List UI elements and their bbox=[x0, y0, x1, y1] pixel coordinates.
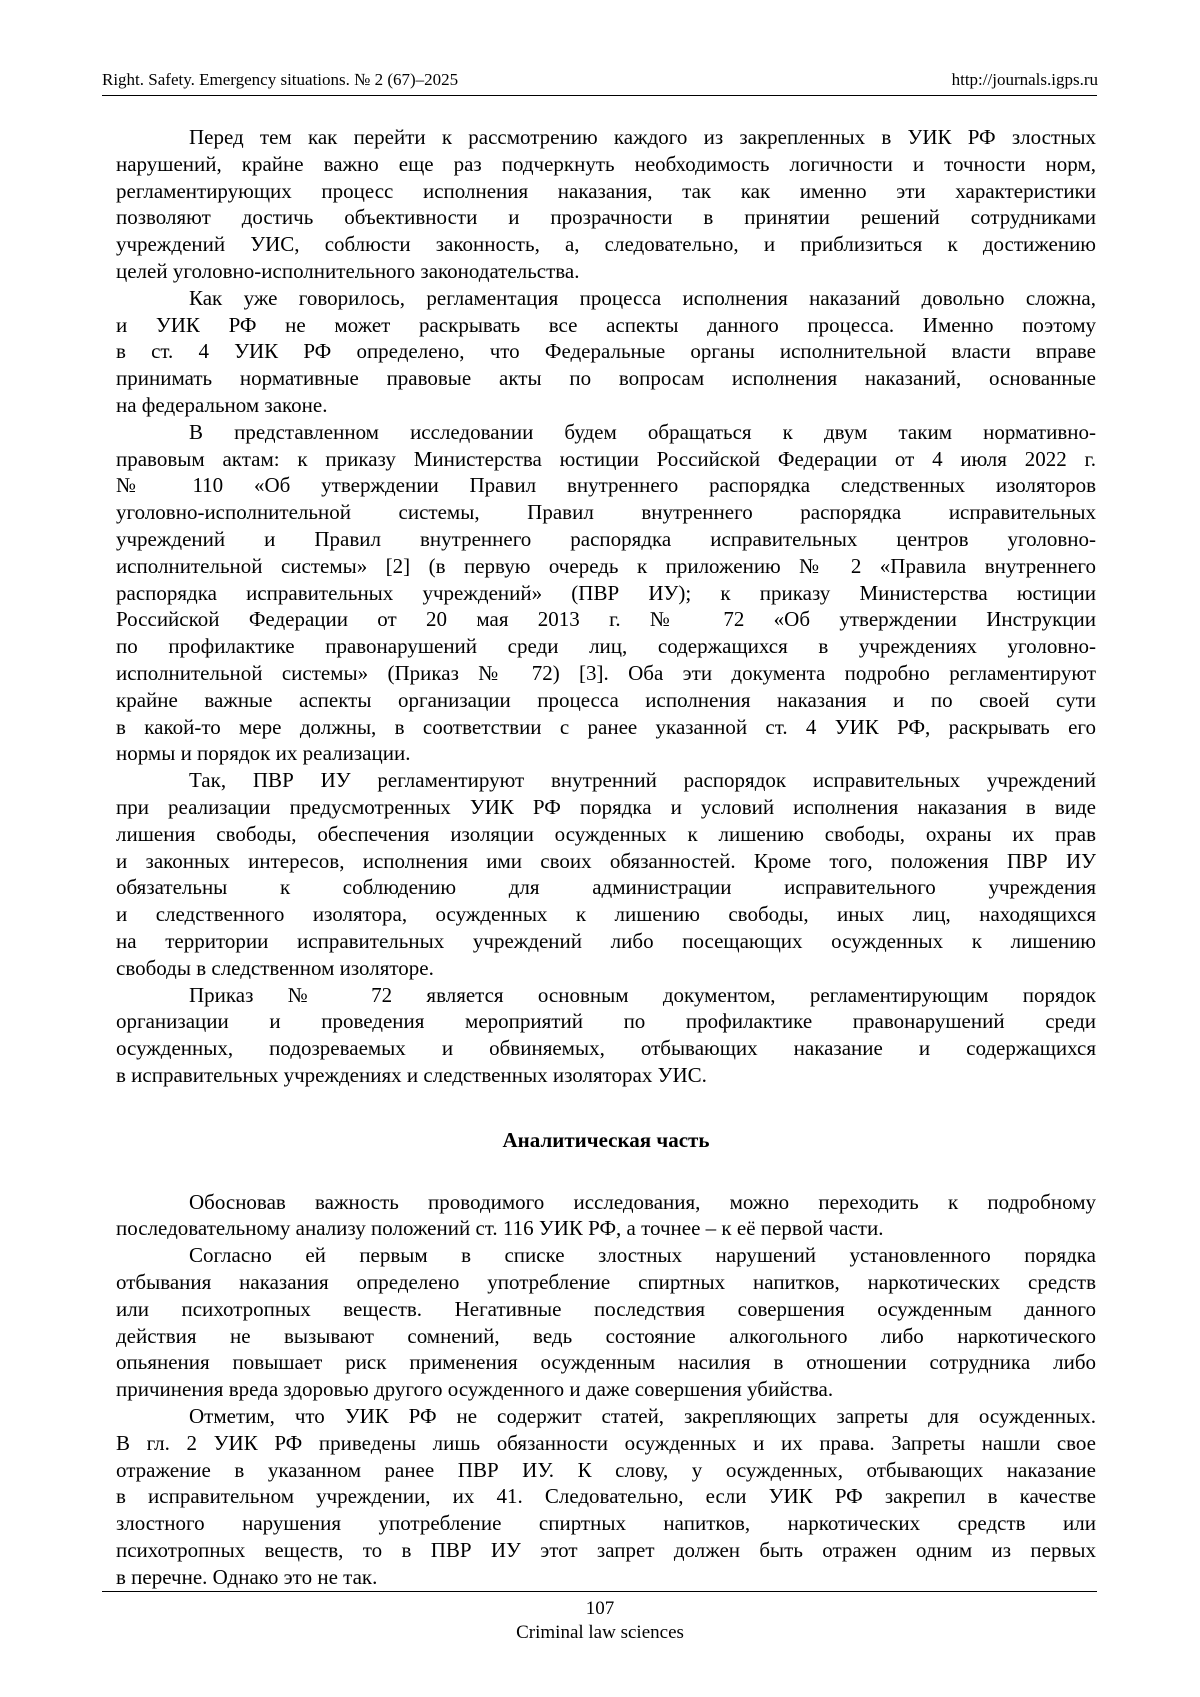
text-line: нормы и порядок их реализации. bbox=[116, 741, 411, 766]
body-paragraphs bbox=[116, 124, 1096, 1089]
text-line: при реализации предусмотренных УИК РФ порядка и условий исполнения наказания в виде bbox=[116, 794, 1096, 819]
header-rule bbox=[102, 95, 1097, 96]
section-paragraphs bbox=[116, 1189, 1096, 1591]
text-line: правовым актам: к приказу Министерства юстиции Российской Федерации от 4 июля 2022 г. bbox=[116, 446, 1096, 471]
page-number: 107 bbox=[585, 1598, 615, 1619]
text-line: В представленном исследовании будем обращаться к двум таким нормативно- bbox=[189, 419, 1096, 444]
text-line: или психотропных веществ. Негативные последствия совершения осужденным данного bbox=[116, 1296, 1096, 1321]
text-line: Согласно ей первым в списке злостных нарушений установленного порядка bbox=[189, 1243, 1096, 1268]
text-line: исполнительной системы» [2] (в первую очередь к приложению № 2 «Правила внутреннего bbox=[116, 553, 1096, 578]
text-line: Приказ № 72 является основным документом, регламентирующим порядок bbox=[189, 982, 1096, 1007]
paragraph bbox=[116, 419, 1096, 767]
paragraph bbox=[116, 124, 1096, 285]
text-line: свободы в следственном изоляторе. bbox=[116, 955, 434, 980]
text-line: и УИК РФ не может раскрывать все аспекты данного процесса. Именно поэтому bbox=[116, 312, 1096, 337]
text-line: последовательному анализу положений ст. 116 УИК РФ, а точнее – к её первой части. bbox=[116, 1216, 884, 1241]
paragraph bbox=[116, 1242, 1096, 1403]
text-line: Обосновав важность проводимого исследования, можно переходить к подробному bbox=[189, 1189, 1096, 1214]
text-line: злостного нарушения употребление спиртных напитков, наркотических средств или bbox=[116, 1511, 1096, 1536]
text-line: Как уже говорилось, регламентация процесса исполнения наказаний довольно сложна, bbox=[189, 285, 1096, 310]
text-line: нарушений, крайне важно еще раз подчеркнуть необходимость логичности и точности норм, bbox=[116, 151, 1096, 176]
text-line: и следственного изолятора, осужденных к лишению свободы, иных лиц, находящихся bbox=[116, 902, 1096, 927]
text-line: принимать нормативные правовые акты по вопросам исполнения наказаний, основанные bbox=[116, 366, 1096, 391]
text-line: В гл. 2 УИК РФ приведены лишь обязанности осужденных и их права. Запреты нашли свое bbox=[116, 1430, 1096, 1455]
text-line: в ст. 4 УИК РФ определено, что Федеральные органы исполнительной власти вправе bbox=[116, 339, 1096, 364]
text-line: действия не вызывают сомнений, ведь состояние алкогольного либо наркотического bbox=[116, 1323, 1096, 1348]
text-line: Российской Федерации от 20 мая 2013 г. № 72 «Об утверждении Инструкции bbox=[116, 607, 1096, 632]
text-line: и законных интересов, исполнения ими своих обязанностей. Кроме того, положения ПВР ИУ bbox=[116, 848, 1096, 873]
text-line: отбывания наказания определено употребление спиртных напитков, наркотических средств bbox=[116, 1270, 1096, 1295]
text-line: учреждений УИС, соблюсти законность, а, следовательно, и приблизиться к достижению bbox=[116, 232, 1096, 257]
paragraph bbox=[116, 1403, 1096, 1591]
text-line: на федеральном законе. bbox=[116, 392, 328, 417]
text-line: организации и проведения мероприятий по профилактике правонарушений среди bbox=[116, 1009, 1096, 1034]
paragraph bbox=[116, 767, 1096, 981]
journal-url-header[interactable]: http://journals.igps.ru bbox=[951, 70, 1098, 89]
text-line: в какой-то мере должны, в соответствии с ранее указанной ст. 4 УИК РФ, раскрывать его bbox=[116, 714, 1096, 739]
text-line: учреждений и Правил внутреннего распорядка исправительных центров уголовно- bbox=[116, 526, 1096, 551]
footer-rule bbox=[102, 1591, 1097, 1592]
text-line: Так, ПВР ИУ регламентируют внутренний распорядок исправительных учреждений bbox=[189, 768, 1096, 793]
text-line: регламентирующих процесс исполнения наказания, так как именно эти характеристики bbox=[116, 178, 1096, 203]
text-line: № 110 «Об утверждении Правил внутреннего распорядка следственных изоляторов bbox=[116, 473, 1096, 498]
paragraph bbox=[116, 1189, 1096, 1243]
text-line: уголовно-исполнительной системы, Правил внутреннего распорядка исправительных bbox=[116, 500, 1096, 525]
text-line: опьянения повышает риск применения осужденным насилия в отношении сотрудника либо bbox=[116, 1350, 1096, 1375]
text-line: в исправительных учреждениях и следственных изоляторах УИС. bbox=[116, 1062, 707, 1087]
text-line: Отметим, что УИК РФ не содержит статей, закрепляющих запреты для осужденных. bbox=[189, 1404, 1096, 1429]
text-line: причинения вреда здоровью другого осужденного и даже совершения убийства. bbox=[116, 1377, 834, 1402]
text-line: позволяют достичь объективности и прозрачности в принятии решений сотрудниками bbox=[116, 205, 1096, 230]
article-body bbox=[116, 124, 1096, 1591]
text-line: в исправительном учреждении, их 41. Следовательно, если УИК РФ закрепил в качестве bbox=[116, 1484, 1096, 1509]
text-line: исполнительной системы» (Приказ № 72) [3]. Оба эти документа подробно регламентируют bbox=[116, 660, 1096, 685]
text-line: осужденных, подозреваемых и обвиняемых, отбывающих наказание и содержащихся bbox=[116, 1036, 1096, 1061]
text-line: Перед тем как перейти к рассмотрению каждого из закрепленных в УИК РФ злостных bbox=[189, 125, 1096, 149]
text-line: распорядка исправительных учреждений» (ПВР ИУ); к приказу Министерства юстиции bbox=[116, 580, 1096, 605]
text-line: целей уголовно-исполнительного законодательства. bbox=[116, 258, 580, 283]
section-heading: Аналитическая часть bbox=[502, 1127, 710, 1152]
paragraph bbox=[116, 285, 1096, 419]
text-line: обязательны к соблюдению для администрации исправительного учреждения bbox=[116, 875, 1096, 900]
paragraph bbox=[116, 982, 1096, 1089]
text-line: крайне важные аспекты организации процесса исполнения наказания и по своей сути bbox=[116, 687, 1096, 712]
footer-section-title: Criminal law sciences bbox=[516, 1622, 684, 1643]
text-line: в перечне. Однако это не так. bbox=[116, 1564, 378, 1589]
journal-title-header: Right. Safety. Emergency situations. № 2 (67)–2025 bbox=[102, 70, 459, 89]
text-line: по профилактике правонарушений среди лиц, содержащихся в учреждениях уголовно- bbox=[116, 634, 1096, 659]
text-line: на территории исправительных учреждений либо посещающих осужденных к лишению bbox=[116, 928, 1096, 953]
text-line: отражение в указанном ранее ПВР ИУ. К слову, у осужденных, отбывающих наказание bbox=[116, 1457, 1096, 1482]
text-line: лишения свободы, обеспечения изоляции осужденных к лишению свободы, охраны их прав bbox=[116, 821, 1096, 846]
text-line: психотропных веществ, то в ПВР ИУ этот запрет должен быть отражен одним из первых bbox=[116, 1538, 1096, 1563]
